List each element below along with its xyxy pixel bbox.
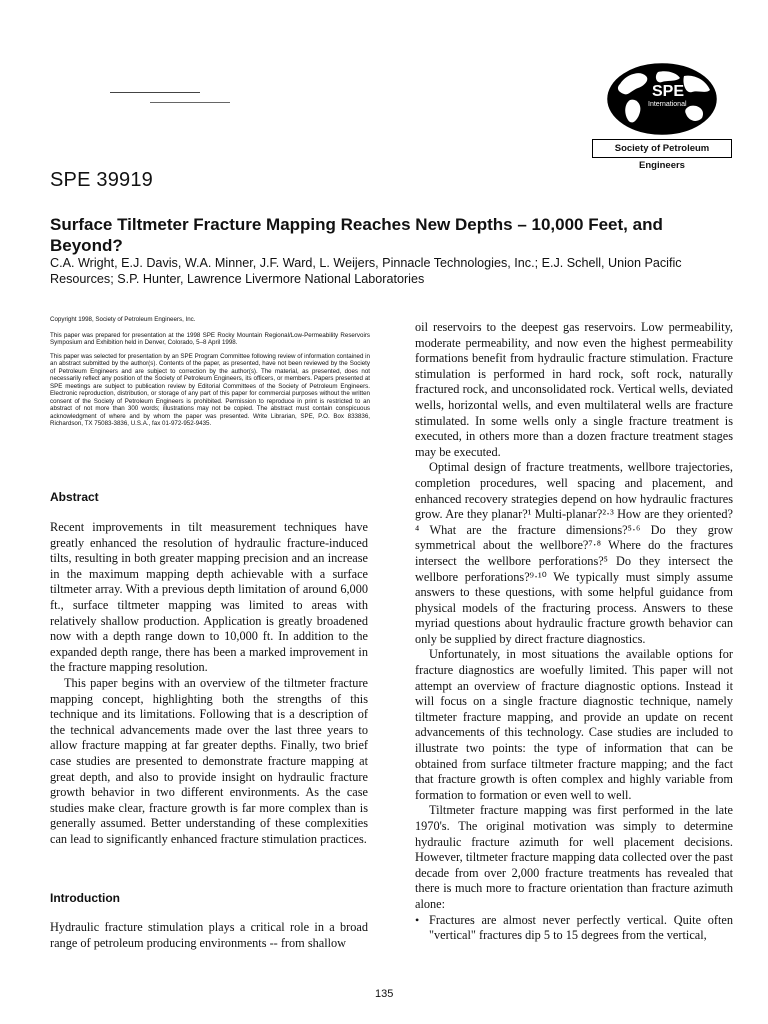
selection-notice: This paper was selected for presentation by an SPE Program Committee following review of information contained in an abstract submitted by the author(s). Contents of the paper, as presented, have not been reviewed by the Society of Petroleum Engineers and are subject to correction by the author(s). The material, as presented, does not necessarily reflect any position of the Society of Petroleum Engineers, its officers, or members. Papers presented at SPE meetings are subject to publication review by Editorial Committees of the Society of Petroleum Engineers. Electronic reproduction, distribution, or storage of any part of this paper for commercial purposes without the written consent of the Society of Petroleum Engineers is prohibited. Permission to reproduce in print is restricted to an abstract of not more than 300 words; illustrations may not be copied. The abstract must contain conspicuous acknowledgment of where and by whom the paper was presented. Write Librarian, SPE, P.O. Box 833836, Richardson, TX 75083-3836, U.S.A., fax 01-972-952-9435. <box>50 352 370 427</box>
introduction-paragraph: Hydraulic fracture stimulation plays a critical role in a broad range of petroleum producing environments -- from shallow <box>50 920 368 950</box>
logo-caption: Society of Petroleum Engineers <box>592 139 732 158</box>
body-paragraph: Tiltmeter fracture mapping was first performed in the late 1970's. The original motivation was simply to determine hydraulic fracture azimuth for well placement decisions. However, tiltmeter fracture mapping data collected over the past decade from over 2,000 fracture treatments has revealed that there is much more to fracture orientation than fracture azimuth alone: <box>415 803 733 911</box>
abstract-paragraph: This paper begins with an overview of the tiltmeter fracture mapping concept, highlighting both the strengths of this technique and its limitations. Following that is a description of the technical advancements made over the last three years to allow fracture mapping at far greater depths. Finally, two brief case studies are presented to demonstrate fracture mapping at great depth, and also to provide insight on hydraulic fracture growth behavior in two different environments. As the case studies make clear, fracture growth is far more complex than is generally assumed. Better understanding of these complexities can lead to significantly enhanced fracture stimulation practices. <box>50 675 368 846</box>
abstract-heading: Abstract <box>50 490 99 504</box>
abstract-paragraph: Recent improvements in tilt measurement techniques have greatly enhanced the resolution of hydraulic fracture-induced tilts, resulting in both greater mapping precision and an increase in the maximum mapping depth achievable with a surface tiltmeter array. With a previous depth limitation of around 6,000 ft., surface tiltmeter mapping was limited to areas with relatively shallow production. Application is greatly broadened now with a depth range down to 10,000 ft. In addition to the expanded depth range, there has been a marked improvement in the fracture mapping resolution. <box>50 520 368 675</box>
globe-icon <box>606 62 718 136</box>
paper-title: Surface Tiltmeter Fracture Mapping Reaches New Depths – 10,000 Feet, and Beyond? <box>50 215 663 255</box>
body-paragraph: oil reservoirs to the deepest gas reservoirs. Low permeability, moderate permeability, and now even the highest permeability formations benefit from hydraulic fracture stimulation. Fracture stimulation is performed in hard rock, soft rock, naturally fractured rock, and unconsolidated rock. Vertical wells, deviated wells, horizontal wells, and even multilateral wells are fracture stimulated. In some wells only a single fracture treatment is executed, in others more than a dozen fracture treatment stages may be executed. <box>415 320 733 459</box>
presentation-notice: This paper was prepared for presentation at the 1998 SPE Rocky Mountain Regional/Low-Permeability Reservoirs Symposium and Exhibition held in Denver, Colorado, 5–8 April 1998. <box>50 331 370 346</box>
introduction-body <box>50 920 368 951</box>
author-list: C.A. Wright, E.J. Davis, W.A. Minner, J.F. Ward, L. Weijers, Pinnacle Technologies, Inc.; E.J. Schell, Union Pacific Resources; S.P. Hunter, Lawrence Livermore National Laboratories <box>50 256 682 286</box>
spe-logo <box>592 62 732 171</box>
page-number: 135 <box>375 988 394 1000</box>
logo-subtext: International <box>648 101 687 108</box>
copyright-notice: Copyright 1998, Society of Petroleum Engineers, Inc. <box>50 316 196 323</box>
introduction-heading: Introduction <box>50 891 120 905</box>
paper-number: SPE 39919 <box>50 169 153 191</box>
front-matter <box>50 316 370 434</box>
logo-text: SPE <box>652 83 685 100</box>
bullet-item <box>415 913 733 944</box>
top-rule <box>110 92 200 93</box>
bullet-icon: • <box>415 912 420 927</box>
right-column <box>415 320 733 944</box>
top-rule-short <box>150 102 230 103</box>
body-paragraph: Unfortunately, in most situations the available options for fracture diagnostics are woefully limited. This paper will not attempt an overview of fracture diagnostic options. Instead it will focus on a single fracture diagnostic technique, namely tiltmeter fracture mapping, and provide an update on recent advancements of this technology. Case studies are included to illustrate two points: the type of information that can be obtained from surface tiltmeter fracture mapping; and the fact that fracture growth is often complex and highly variable from formation to formation or even well to well. <box>415 647 733 802</box>
body-paragraph: Optimal design of fracture treatments, wellbore trajectories, completion procedures, well spacing and placement, and enhanced recovery strategies depend on how hydraulic fractures grow. Are they planar?¹ Multi-planar?²·³ How are they oriented?⁴ What are the fracture dimensions?⁵·⁶ Do they grow symmetrical about the wellbore?⁷·⁸ Where do the fractures intersect the wellbore perforations?⁵ Do they intersect the wellbore perforations?⁹·¹⁰ We typically must simply assume answers to these questions, with some helpful guidance from physical models of the fracturing process. Answers to these myriad questions about hydraulic fracture growth behavior can only be supplied by direct fracture diagnostics. <box>415 460 733 646</box>
bullet-text: Fractures are almost never perfectly vertical. Quite often "vertical" fractures dip 5 to 15 degrees from the vertical, <box>429 912 733 943</box>
abstract-body <box>50 520 368 847</box>
